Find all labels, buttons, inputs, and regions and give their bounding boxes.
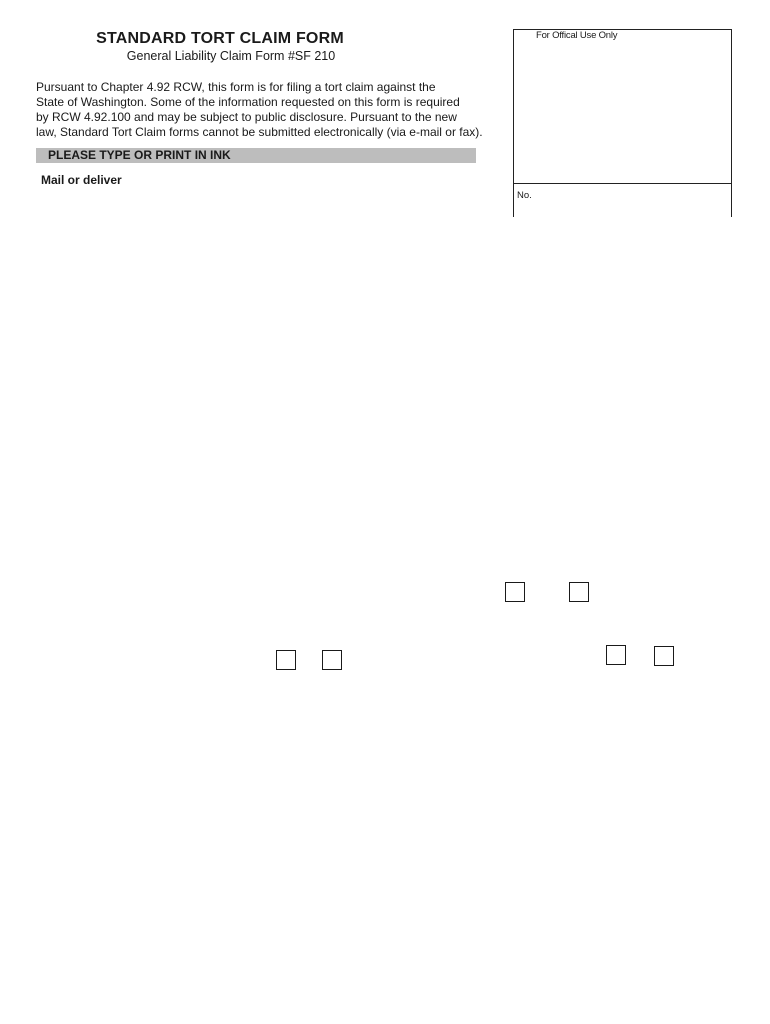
mail-or-deliver-label: Mail or deliver [41, 173, 122, 187]
instruction-banner: PLEASE TYPE OR PRINT IN INK [36, 148, 476, 163]
official-number-cell [513, 183, 732, 217]
form-subtitle: General Liability Claim Form #SF 210 [126, 49, 336, 63]
official-number-label: No. [517, 190, 532, 201]
checkbox[interactable] [276, 650, 296, 670]
intro-line: by RCW 4.92.100 and may be subject to public disclosure. Pursuant to the new [36, 110, 457, 124]
official-use-label: For Offical Use Only [536, 30, 618, 41]
checkbox[interactable] [606, 645, 626, 665]
intro-paragraph [36, 80, 512, 140]
intro-line: law, Standard Tort Claim forms cannot be submitted electronically (via e-mail or fax). [36, 125, 483, 139]
checkbox[interactable] [505, 582, 525, 602]
checkbox[interactable] [569, 582, 589, 602]
intro-line: Pursuant to Chapter 4.92 RCW, this form is for filing a tort claim against the [36, 80, 436, 94]
checkbox[interactable] [322, 650, 342, 670]
form-title: STANDARD TORT CLAIM FORM [96, 30, 344, 47]
checkbox[interactable] [654, 646, 674, 666]
official-use-box [513, 29, 732, 183]
intro-line: State of Washington. Some of the information requested on this form is required [36, 95, 460, 109]
